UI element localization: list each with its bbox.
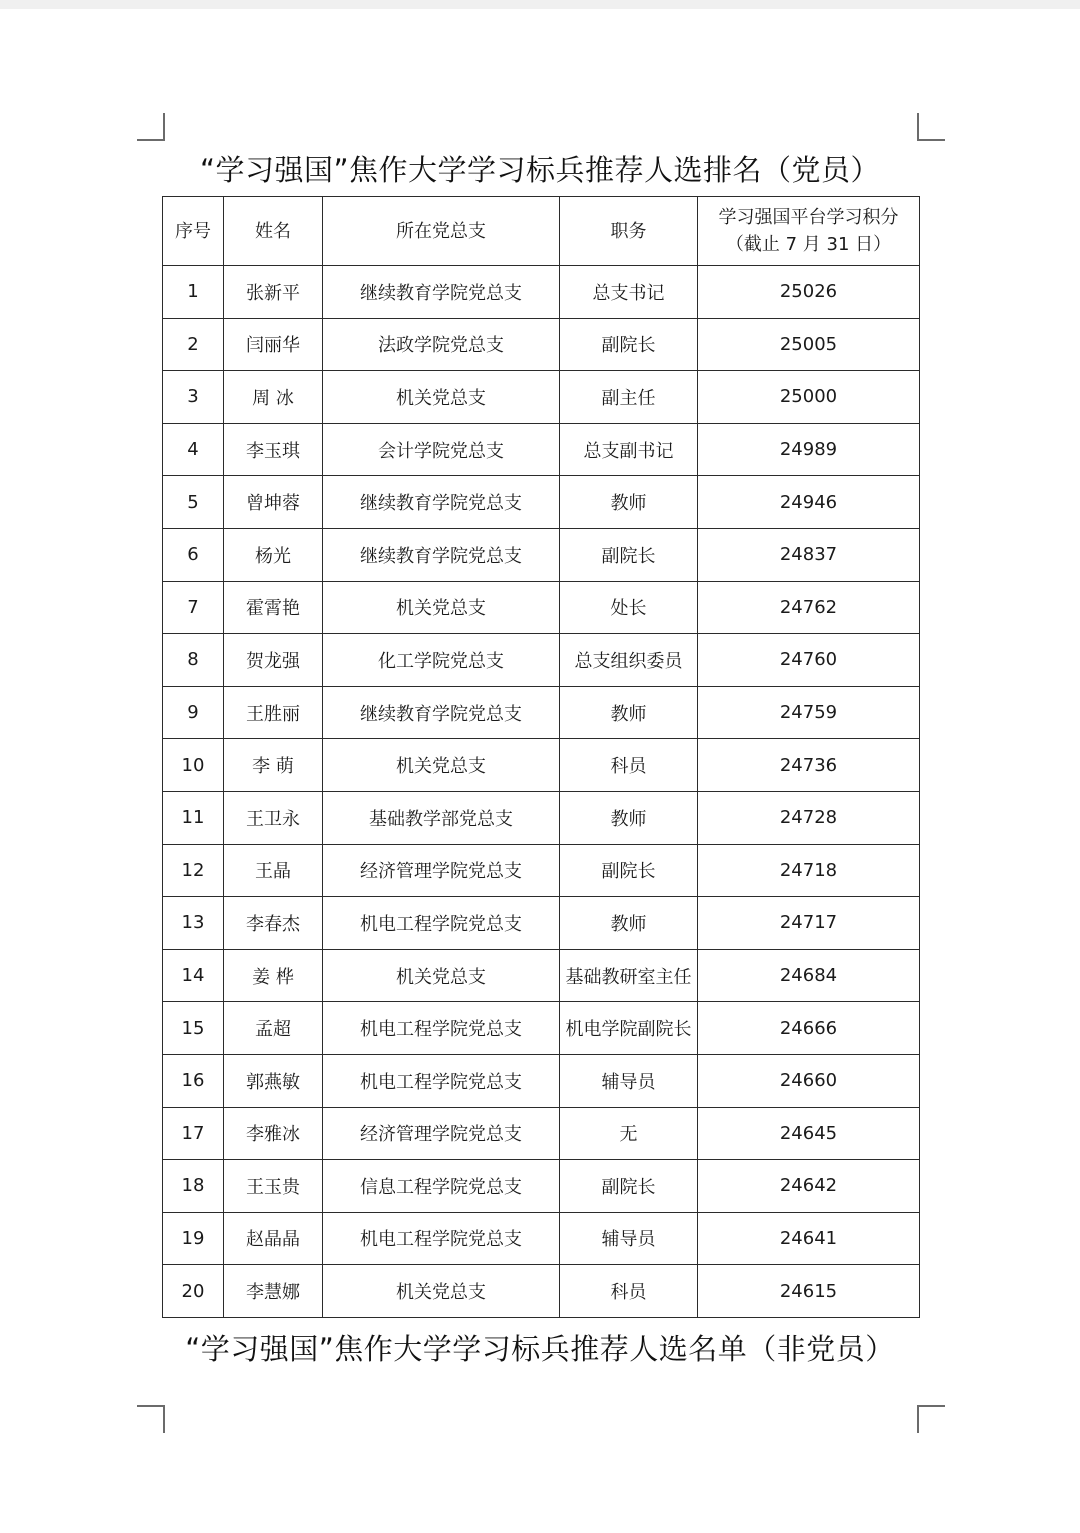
- cell-score: 24762: [698, 581, 920, 634]
- cell-branch: 继续教育学院党总支: [323, 686, 560, 739]
- cell-branch: 机关党总支: [323, 371, 560, 424]
- cell-score: 25000: [698, 371, 920, 424]
- cell-seq: 4: [163, 423, 224, 476]
- cell-seq: 2: [163, 318, 224, 371]
- cell-branch: 信息工程学院党总支: [323, 1160, 560, 1213]
- cell-branch: 经济管理学院党总支: [323, 844, 560, 897]
- cell-branch: 机电工程学院党总支: [323, 1054, 560, 1107]
- cell-branch: 经济管理学院党总支: [323, 1107, 560, 1160]
- top-edge-strip: [0, 0, 1080, 9]
- cell-post: 无: [560, 1107, 698, 1160]
- cell-name: 霍霄艳: [224, 581, 323, 634]
- cell-branch: 机电工程学院党总支: [323, 897, 560, 950]
- header-score-title: 学习强国平台学习积分: [718, 207, 899, 228]
- table-row: [163, 423, 920, 476]
- cell-score: 24717: [698, 897, 920, 950]
- cell-name: 闫丽华: [224, 318, 323, 371]
- cell-score: 24736: [698, 739, 920, 792]
- cell-branch: 机关党总支: [323, 739, 560, 792]
- cell-post: 教师: [560, 476, 698, 529]
- cell-score: 24760: [698, 634, 920, 687]
- cell-post: 辅导员: [560, 1054, 698, 1107]
- cell-name: 曾坤蓉: [224, 476, 323, 529]
- cell-seq: 5: [163, 476, 224, 529]
- cell-name: 贺龙强: [224, 634, 323, 687]
- table-row: [163, 949, 920, 1002]
- crop-mark-top-right: [917, 113, 945, 141]
- cell-name: 赵晶晶: [224, 1212, 323, 1265]
- crop-mark-bottom-right: [917, 1405, 945, 1433]
- cell-branch: 机关党总支: [323, 581, 560, 634]
- header-score-date: （截止 7 月 31 日）: [725, 234, 892, 255]
- cell-score: 25026: [698, 266, 920, 319]
- cell-seq: 7: [163, 581, 224, 634]
- cell-post: 副院长: [560, 844, 698, 897]
- cell-branch: 法政学院党总支: [323, 318, 560, 371]
- cell-branch: 化工学院党总支: [323, 634, 560, 687]
- cell-score: 24684: [698, 949, 920, 1002]
- cell-name: 张新平: [224, 266, 323, 319]
- table-body: [163, 266, 920, 1318]
- cell-post: 机电学院副院长: [560, 1002, 698, 1055]
- cell-score: 24946: [698, 476, 920, 529]
- table-row: [163, 266, 920, 319]
- cell-branch: 继续教育学院党总支: [323, 528, 560, 581]
- page-title-non-members: “学习强国”焦作大学学习标兵推荐人选名单（非党员）: [185, 1332, 895, 1366]
- cell-score: 24837: [698, 528, 920, 581]
- cell-branch: 机电工程学院党总支: [323, 1002, 560, 1055]
- cell-seq: 12: [163, 844, 224, 897]
- table-row: [163, 897, 920, 950]
- cell-score: 24660: [698, 1054, 920, 1107]
- cell-score: 24641: [698, 1212, 920, 1265]
- cell-post: 总支副书记: [560, 423, 698, 476]
- table-row: [163, 844, 920, 897]
- cell-seq: 1: [163, 266, 224, 319]
- cell-seq: 20: [163, 1265, 224, 1318]
- table-row: [163, 739, 920, 792]
- cell-name: 李雅冰: [224, 1107, 323, 1160]
- cell-name: 姜 桦: [224, 949, 323, 1002]
- cell-seq: 6: [163, 528, 224, 581]
- table-row: [163, 318, 920, 371]
- cell-name: 李春杰: [224, 897, 323, 950]
- cell-seq: 17: [163, 1107, 224, 1160]
- cell-branch: 机关党总支: [323, 1265, 560, 1318]
- header-branch: 所在党总支: [323, 197, 560, 266]
- cell-post: 基础教研室主任: [560, 949, 698, 1002]
- cell-score: 24642: [698, 1160, 920, 1213]
- cell-branch: 基础教学部党总支: [323, 791, 560, 844]
- cell-branch: 会计学院党总支: [323, 423, 560, 476]
- table-row: [163, 476, 920, 529]
- cell-seq: 19: [163, 1212, 224, 1265]
- table-row: [163, 1265, 920, 1318]
- table-row: [163, 581, 920, 634]
- header-score: [698, 197, 920, 266]
- cell-post: 教师: [560, 897, 698, 950]
- cell-post: 副院长: [560, 1160, 698, 1213]
- cell-seq: 9: [163, 686, 224, 739]
- cell-name: 李玉琪: [224, 423, 323, 476]
- cell-post: 总支书记: [560, 266, 698, 319]
- cell-score: 25005: [698, 318, 920, 371]
- table-row: [163, 1160, 920, 1213]
- cell-post: 科员: [560, 1265, 698, 1318]
- cell-seq: 16: [163, 1054, 224, 1107]
- cell-name: 李慧娜: [224, 1265, 323, 1318]
- cell-score: 24728: [698, 791, 920, 844]
- cell-seq: 15: [163, 1002, 224, 1055]
- cell-seq: 18: [163, 1160, 224, 1213]
- cell-post: 副院长: [560, 318, 698, 371]
- cell-branch: 机电工程学院党总支: [323, 1212, 560, 1265]
- cell-name: 孟超: [224, 1002, 323, 1055]
- table-row: [163, 686, 920, 739]
- table-row: [163, 1054, 920, 1107]
- cell-branch: 继续教育学院党总支: [323, 476, 560, 529]
- header-name: 姓名: [224, 197, 323, 266]
- table-row: [163, 634, 920, 687]
- cell-seq: 8: [163, 634, 224, 687]
- cell-post: 总支组织委员: [560, 634, 698, 687]
- crop-mark-bottom-left: [137, 1405, 165, 1433]
- cell-seq: 10: [163, 739, 224, 792]
- cell-post: 辅导员: [560, 1212, 698, 1265]
- cell-score: 24645: [698, 1107, 920, 1160]
- cell-name: 李 萌: [224, 739, 323, 792]
- cell-branch: 机关党总支: [323, 949, 560, 1002]
- cell-name: 郭燕敏: [224, 1054, 323, 1107]
- cell-seq: 13: [163, 897, 224, 950]
- header-seq: 序号: [163, 197, 224, 266]
- cell-name: 王玉贵: [224, 1160, 323, 1213]
- cell-score: 24989: [698, 423, 920, 476]
- cell-seq: 14: [163, 949, 224, 1002]
- page-title-members: “学习强国”焦作大学学习标兵推荐人选排名（党员）: [199, 153, 881, 187]
- cell-name: 周 冰: [224, 371, 323, 424]
- cell-score: 24666: [698, 1002, 920, 1055]
- table-row: [163, 1002, 920, 1055]
- cell-name: 杨光: [224, 528, 323, 581]
- ranking-table: [162, 196, 920, 1318]
- table-row: [163, 1212, 920, 1265]
- cell-name: 王卫永: [224, 791, 323, 844]
- cell-post: 副主任: [560, 371, 698, 424]
- cell-branch: 继续教育学院党总支: [323, 266, 560, 319]
- cell-seq: 3: [163, 371, 224, 424]
- table-row: [163, 791, 920, 844]
- table-row: [163, 528, 920, 581]
- crop-mark-top-left: [137, 113, 165, 141]
- cell-post: 处长: [560, 581, 698, 634]
- cell-name: 王晶: [224, 844, 323, 897]
- cell-post: 教师: [560, 686, 698, 739]
- cell-seq: 11: [163, 791, 224, 844]
- cell-post: 教师: [560, 791, 698, 844]
- cell-score: 24718: [698, 844, 920, 897]
- cell-score: 24759: [698, 686, 920, 739]
- header-post: 职务: [560, 197, 698, 266]
- cell-post: 副院长: [560, 528, 698, 581]
- table-row: [163, 1107, 920, 1160]
- cell-name: 王胜丽: [224, 686, 323, 739]
- table-row: [163, 371, 920, 424]
- table-header-row: [163, 197, 920, 266]
- cell-score: 24615: [698, 1265, 920, 1318]
- cell-post: 科员: [560, 739, 698, 792]
